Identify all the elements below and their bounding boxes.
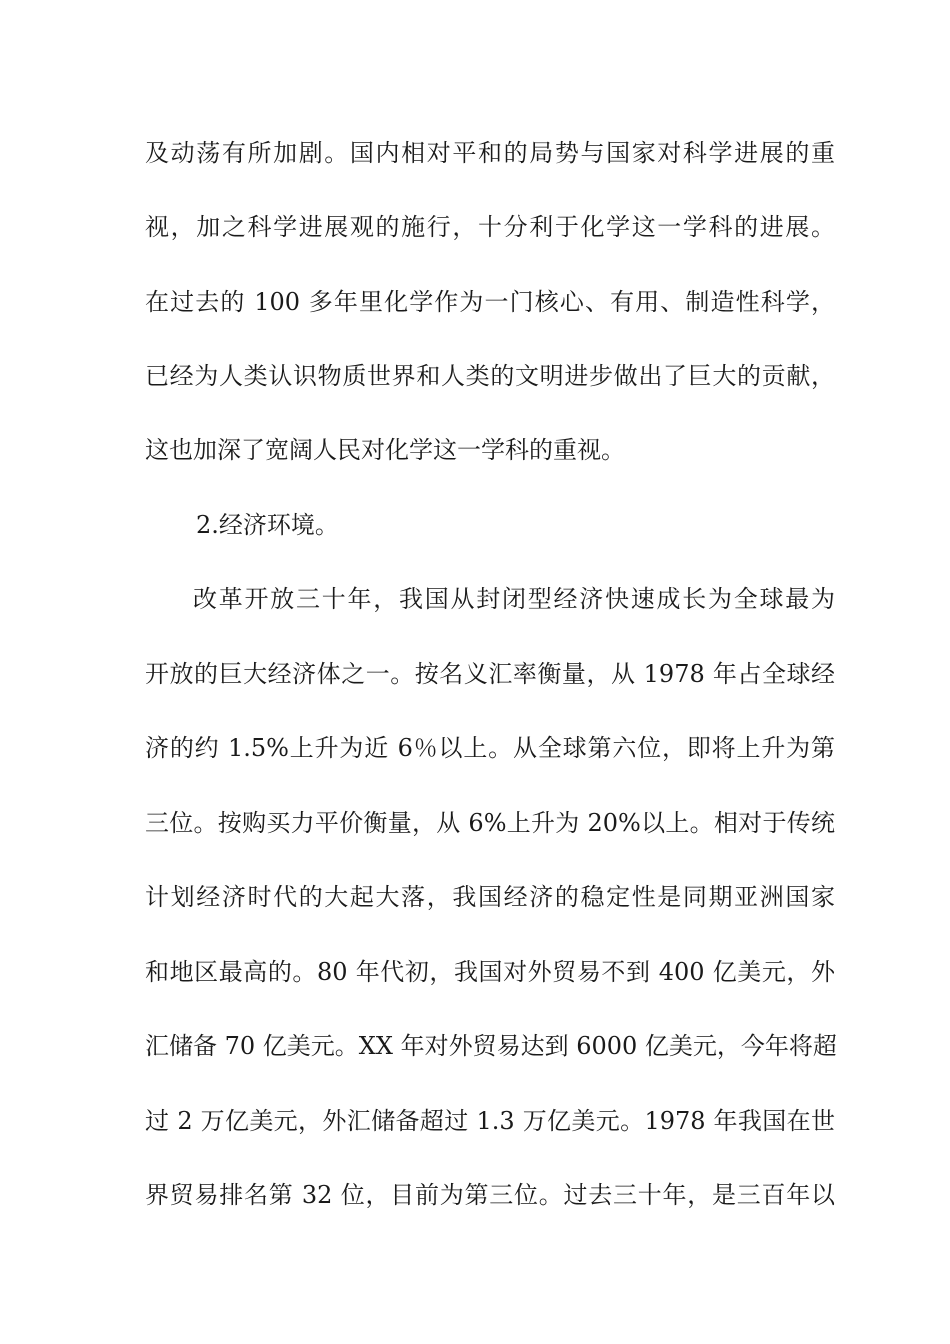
paragraph-line: 界贸易排名第 32 位，目前为第三位。过去三十年，是三百年以	[145, 1181, 835, 1209]
paragraph-line: 和地区最高的。80 年代初，我国对外贸易不到 400 亿美元，外	[145, 958, 835, 986]
paragraph-line: 济的约 1.5%上升为近 6％以上。从全球第六位，即将上升为第	[145, 734, 835, 762]
paragraph-line: 开放的巨大经济体之一。按名义汇率衡量，从 1978 年占全球经	[145, 660, 835, 688]
paragraph-line: 这也加深了宽阔人民对化学这一学科的重视。	[145, 436, 625, 464]
paragraph-line: 及动荡有所加剧。国内相对平和的局势与国家对科学进展的重	[145, 139, 835, 167]
section-heading: 2.经济环境。	[196, 511, 339, 539]
paragraph-line: 已经为人类认识物质世界和人类的文明进步做出了巨大的贡献，	[145, 362, 835, 390]
paragraph-line: 过 2 万亿美元，外汇储备超过 1.3 万亿美元。1978 年我国在世	[145, 1107, 835, 1135]
paragraph-line: 改革开放三十年，我国从封闭型经济快速成长为全球最为	[193, 585, 835, 613]
paragraph-line: 在过去的 100 多年里化学作为一门核心、有用、制造性科学，	[145, 288, 835, 316]
paragraph-line: 三位。按购买力平价衡量，从 6%上升为 20%以上。相对于传统	[145, 809, 835, 837]
paragraph-line: 汇储备 70 亿美元。XX 年对外贸易达到 6000 亿美元，今年将超	[145, 1032, 837, 1060]
paragraph-line: 视，加之科学进展观的施行，十分利于化学这一学科的进展。	[145, 213, 835, 241]
paragraph-line: 计划经济时代的大起大落，我国经济的稳定性是同期亚洲国家	[145, 883, 835, 911]
